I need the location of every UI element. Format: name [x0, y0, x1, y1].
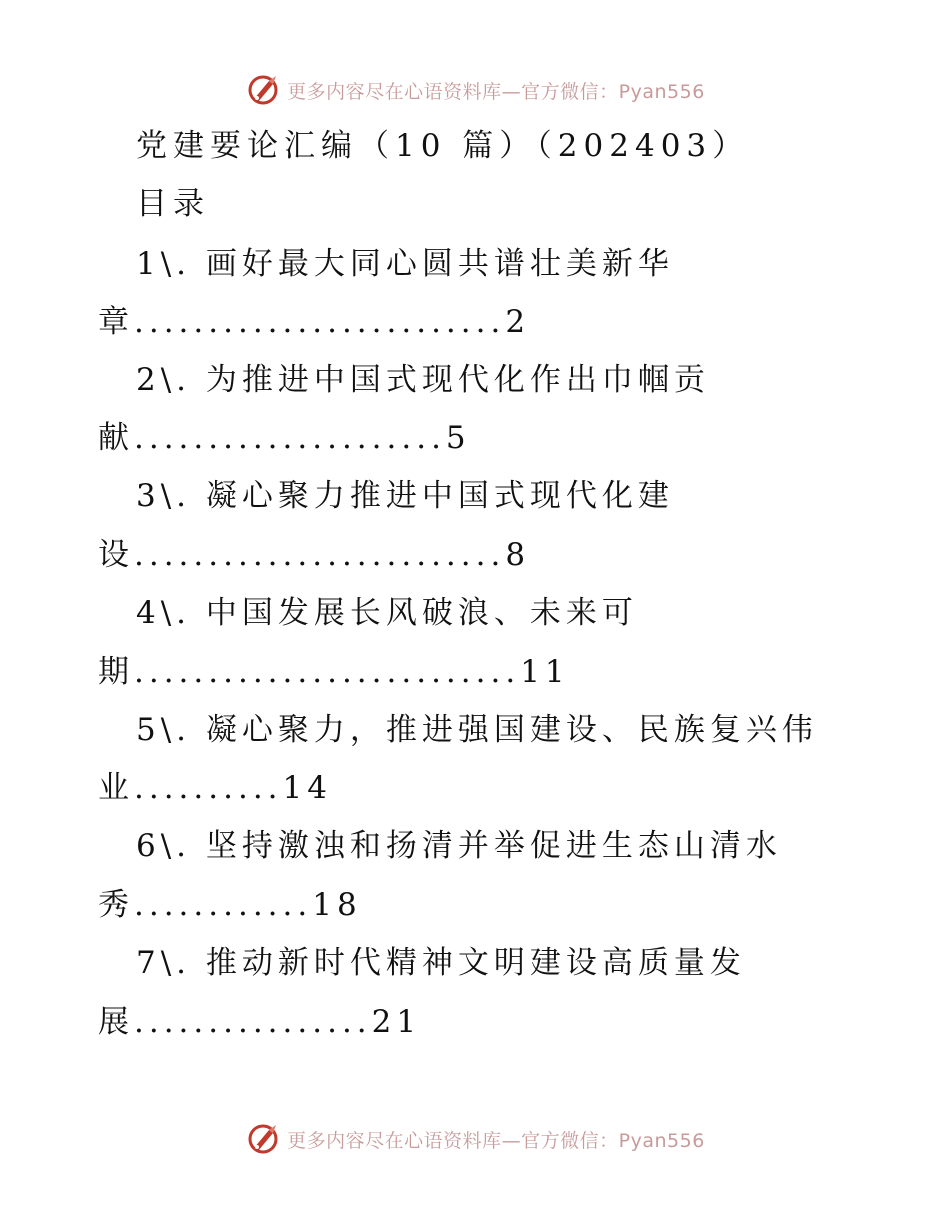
toc-entry-1-title[interactable]: 1\. 画好最大同心圆共谱壮美新华 — [136, 246, 674, 282]
toc-entry-6-title[interactable]: 6\. 坚持激浊和扬清并举促进生态山清水 — [136, 828, 782, 864]
footer-watermark — [0, 1117, 950, 1161]
toc-entry-3-title[interactable]: 3\. 凝心聚力推进中国式现代化建 — [136, 478, 674, 514]
toc-entry-2-page[interactable]: 献.....................5 — [98, 420, 471, 456]
toc-entry-1-page[interactable]: 章.........................2 — [98, 304, 531, 340]
toc-entry-5-page[interactable]: 业..........14 — [98, 770, 332, 806]
toc-entry-5-title[interactable]: 5\. 凝心聚力，推进强国建设、民族复兴伟 — [136, 712, 818, 748]
toc-heading: 目录 — [136, 186, 210, 222]
toc-entry-7-page[interactable]: 展................21 — [98, 1004, 422, 1040]
toc-entry-4-page[interactable]: 期..........................11 — [98, 654, 570, 690]
toc-entry-3-page[interactable]: 设.........................8 — [98, 537, 531, 573]
quill-pen-logo-icon — [245, 72, 281, 108]
watermark-text: 更多内容尽在心语资料库—官方微信：Pyan556 — [287, 80, 705, 103]
watermark-text: 更多内容尽在心语资料库—官方微信：Pyan556 — [287, 1129, 705, 1152]
header-watermark — [0, 68, 950, 112]
toc-entry-6-page[interactable]: 秀............18 — [98, 887, 362, 923]
document-title: 党建要论汇编（10 篇）（202403） — [136, 128, 750, 164]
toc-entry-7-title[interactable]: 7\. 推动新时代精神文明建设高质量发 — [136, 945, 746, 981]
toc-entry-4-title[interactable]: 4\. 中国发展长风破浪、未来可 — [136, 595, 638, 631]
toc-entry-2-title[interactable]: 2\. 为推进中国式现代化作出巾帼贡 — [136, 362, 710, 398]
quill-pen-logo-icon — [245, 1121, 281, 1157]
